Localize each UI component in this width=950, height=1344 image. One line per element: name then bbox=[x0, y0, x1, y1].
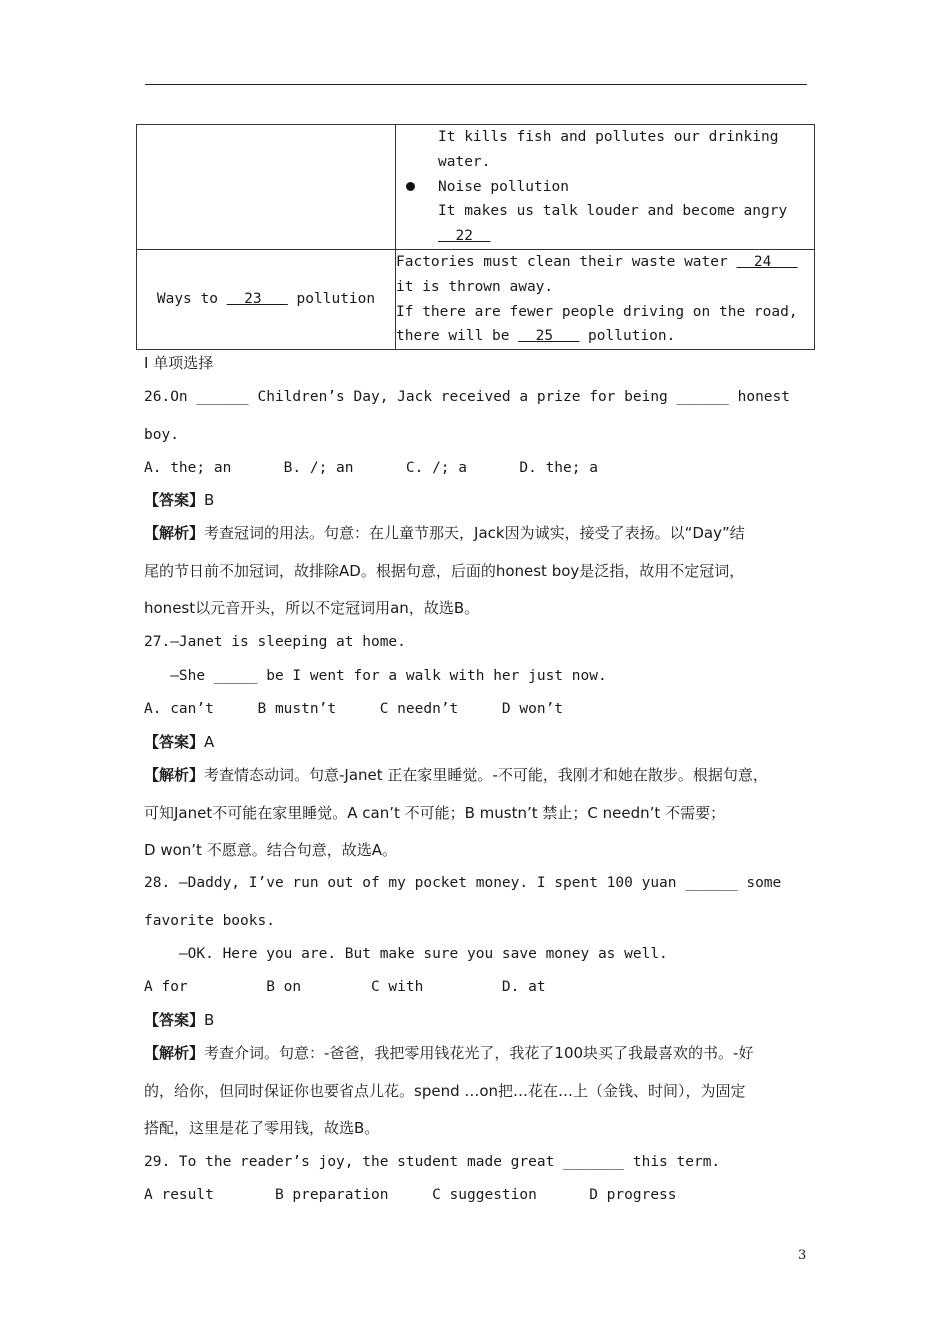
blank-22-text: 22 bbox=[438, 228, 491, 245]
table-cell-empty bbox=[137, 125, 396, 250]
cell-text: pollution. bbox=[579, 328, 676, 345]
bullet-item bbox=[396, 175, 814, 200]
question-26-answer bbox=[144, 490, 214, 510]
question-28-stem-cont: —OK. Here you are. But make sure you save money as well. bbox=[144, 946, 668, 962]
answer-label: 【答案】 bbox=[144, 733, 205, 751]
analysis-label: 【解析】 bbox=[144, 524, 205, 542]
question-27-answer bbox=[144, 732, 214, 752]
question-26-analysis bbox=[144, 523, 745, 543]
question-28-answer bbox=[144, 1010, 214, 1030]
blank-23: 23 bbox=[226, 291, 288, 308]
header-rule bbox=[145, 84, 807, 85]
analysis-text: 搭配，这里是花了零用钱，故选B。 bbox=[144, 1119, 380, 1137]
table-cell-pollution-types bbox=[396, 125, 815, 250]
question-29-stem: 29. To the reader’s joy, the student made great _______ this term. bbox=[144, 1154, 721, 1170]
blank-24: 24 bbox=[736, 254, 798, 270]
analysis-text: 考查冠词的用法。句意：在儿童节那天，Jack因为诚实，接受了表扬。以“Day”结 bbox=[204, 524, 745, 542]
table-row bbox=[137, 125, 815, 250]
page-number: 3 bbox=[798, 1248, 807, 1263]
answer-label: 【答案】 bbox=[144, 1011, 205, 1029]
analysis-label: 【解析】 bbox=[144, 1044, 205, 1062]
answer-value: B bbox=[204, 491, 215, 509]
table-cell-ways-detail bbox=[396, 250, 815, 350]
question-28-analysis bbox=[144, 1043, 753, 1063]
question-28-stem-cont: favorite books. bbox=[144, 913, 275, 929]
analysis-text: 可知Janet不可能在家里睡觉。A can’t 不可能；B mustn’t 禁止；C needn’t 不需要； bbox=[144, 804, 726, 822]
question-27-stem: 27.—Janet is sleeping at home. bbox=[144, 634, 406, 650]
cell-text: Ways to bbox=[156, 291, 227, 308]
bullet-label: Noise pollution bbox=[438, 178, 569, 195]
analysis-text: honest以元音开头，所以不定冠词用an，故选B。 bbox=[144, 599, 480, 617]
question-27-stem-cont: —She _____ be I went for a walk with her just now. bbox=[144, 668, 607, 684]
table-row bbox=[137, 250, 815, 350]
pollution-table bbox=[136, 124, 815, 350]
analysis-label: 【解析】 bbox=[144, 766, 205, 784]
bullet-icon bbox=[406, 182, 415, 191]
table-cell-ways bbox=[137, 250, 396, 350]
answer-value: A bbox=[204, 733, 215, 751]
question-27-options: A. can’t B mustn’t C needn’t D won’t bbox=[144, 701, 564, 717]
analysis-text: 的，给你，但同时保证你也要省点儿花。spend …on把…花在…上（金钱、时间），为固定 bbox=[144, 1082, 746, 1100]
cell-text: water. bbox=[438, 153, 491, 170]
answer-value: B bbox=[204, 1011, 215, 1029]
question-27-analysis bbox=[144, 765, 768, 785]
cell-text: It kills fish and pollutes our drinking bbox=[438, 129, 779, 145]
analysis-text: D won’t 不愿意。结合句意，故选A。 bbox=[144, 841, 397, 859]
cell-line bbox=[396, 250, 814, 275]
question-26-stem: 26.On ______ Children’s Day, Jack received a prize for being ______ honest bbox=[144, 389, 791, 405]
blank-22 bbox=[396, 224, 814, 249]
cell-text: there will be bbox=[396, 328, 519, 345]
analysis-text: 考查介词。句意：-爸爸，我把零用钱花光了，我花了100块买了我最喜欢的书。-好 bbox=[204, 1044, 754, 1062]
question-28-stem: 28. —Daddy, I’ve run out of my pocket money. I spent 100 yuan ______ some bbox=[144, 875, 782, 891]
question-28-options: A for B on C with D. at bbox=[144, 979, 546, 995]
cell-text: If there are fewer people driving on the road, bbox=[396, 303, 798, 320]
question-26-options: A. the; an B. /; an C. /; a D. the; a bbox=[144, 460, 598, 476]
cell-text: pollution bbox=[287, 291, 376, 308]
cell-text: Factories must clean their waste water bbox=[396, 254, 737, 270]
question-26-stem-cont: boy. bbox=[144, 427, 179, 443]
cell-text: it is thrown away. bbox=[396, 278, 554, 295]
blank-25: 25 bbox=[518, 328, 580, 345]
section-title: I 单项选择 bbox=[144, 354, 214, 372]
analysis-text: 尾的节日前不加冠词，故排除AD。根据句意，后面的honest boy是泛指，故用不定冠词， bbox=[144, 562, 745, 580]
analysis-text: 考查情态动词。句意-Janet 正在家里睡觉。-不可能，我刚才和她在散步。根据句意， bbox=[204, 766, 768, 784]
answer-label: 【答案】 bbox=[144, 491, 205, 509]
question-29-options: A result B preparation C suggestion D progress bbox=[144, 1187, 677, 1203]
cell-line bbox=[396, 324, 814, 349]
cell-text: It makes us talk louder and become angry bbox=[438, 203, 788, 220]
